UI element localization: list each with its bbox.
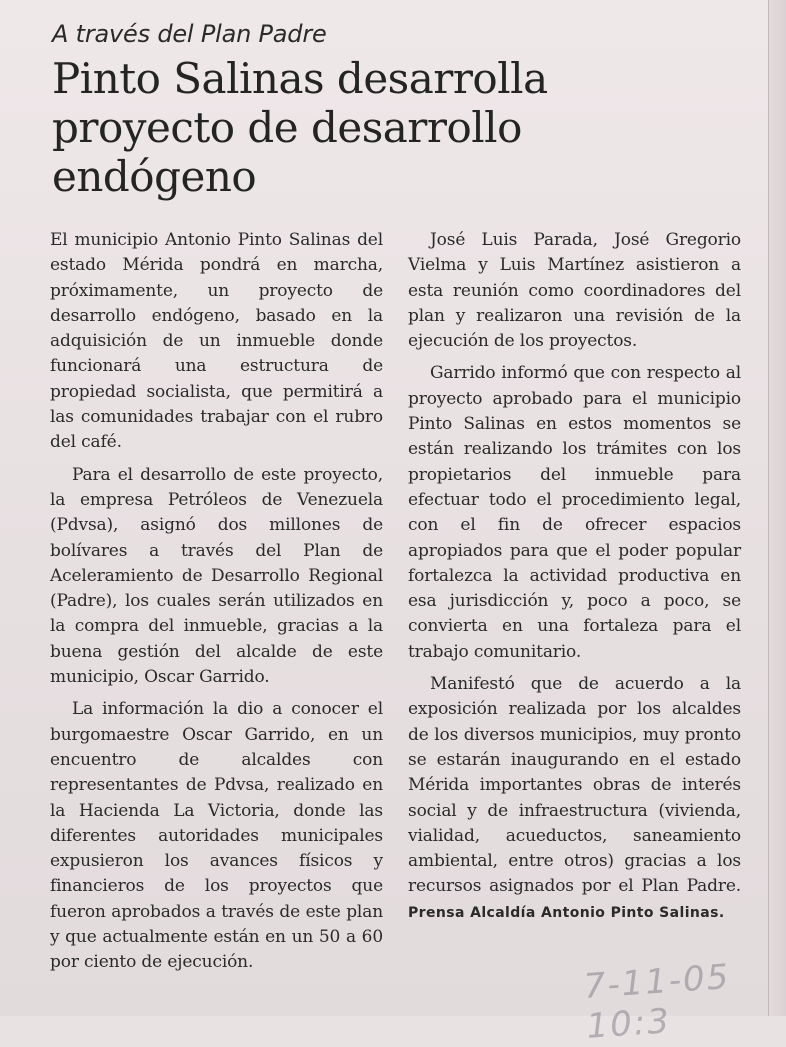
- article-column-two: [408, 228, 741, 933]
- adjacent-column-edge: [768, 0, 786, 1016]
- paragraph-3: La información la dio a conocer el burgomaestre Oscar Garrido, en un encuentro de alcaldes con representantes de Pdvsa, realizado en la Hacienda La Victoria, donde las diferentes autoridades municipales expusieron los avances físicos y financieros de los proyectos que fueron aprobados a través de este plan y que actualmente están en un 50 a 60 por ciento de ejecución.: [50, 699, 383, 973]
- bleed-through-left: [0, 0, 22, 1016]
- handwritten-date-stamp: 7-11-05 10:3: [582, 956, 732, 1047]
- article-column-one: [50, 228, 383, 983]
- paragraph-2: Para el desarrollo de este proyecto, la empresa Petróleos de Venezuela (Pdvsa), asignó dos millones de bolívares a través del Plan de Aceleramiento de Desarrollo Regional (Padre), los cuales serán utilizados en la compra del inmueble, gracias a la buena gestión del alcalde de este municipio, Oscar Garrido.: [50, 464, 383, 688]
- article-kicker: A través del Plan Padre: [52, 20, 327, 48]
- closing-paragraph-text: Manifestó que de acuerdo a la exposición realizada por los alcaldes de los diversos municipios, muy pronto se estarán inaugurando en el estado Mérida importantes obras de interés social y de infraestructura (vivienda, vialidad, acueductos, saneamiento ambiental, entre otros) gracias a los recursos asignados por el Plan Padre.: [408, 674, 741, 897]
- paragraph-1: El municipio Antonio Pinto Salinas del estado Mérida pondrá en marcha, próximamente, un proyecto de desarrollo endógeno, basado en la adquisición de un inmueble donde funcionará una estructura de propiedad socialista, que permitirá a las comunidades trabajar con el rubro del café.: [50, 230, 383, 453]
- article-headline: Pinto Salinas desarrolla proyecto de desarrollo endógeno: [52, 54, 548, 201]
- paragraph-6: [408, 672, 741, 926]
- press-credit: Prensa Alcaldía Antonio Pinto Salinas.: [408, 904, 725, 921]
- paragraph-4: José Luis Parada, José Gregorio Vielma y Luis Martínez asistieron a esta reunión como coordinadores del plan y realizaron una revisión de la ejecución de los proyectos.: [408, 230, 741, 352]
- paragraph-5: Garrido informó que con respecto al proyecto aprobado para el municipio Pinto Salinas en estos momentos se están realizando los trámites con los propietarios del inmueble para efectuar todo el procedimiento legal, con el fin de ofrecer espacios apropiados para que el poder popular fortalezca la actividad productiva en esa jurisdicción y, poco a poco, se convierta en una fortaleza para el trabajo comunitario.: [408, 363, 741, 662]
